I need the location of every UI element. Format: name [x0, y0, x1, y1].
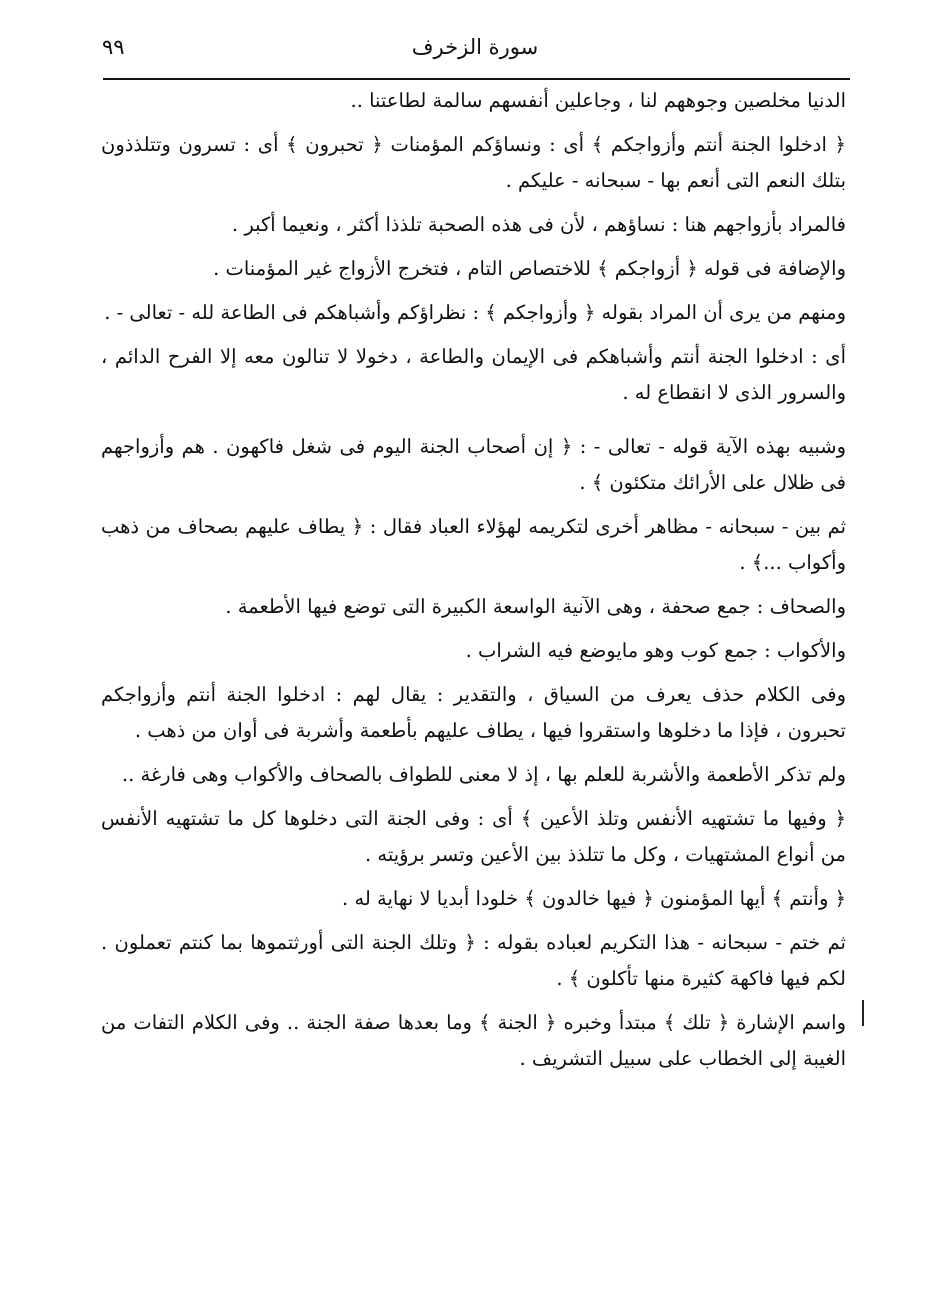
- paragraph: فالمراد بأزواجهم هنا : نساؤهم ، لأن فى هذه الصحبة تلذذا أكثر ، ونعيما أكبر .: [231, 213, 846, 236]
- paragraph: وشبيه بهذه الآية قوله - تعالى - : ﴿ إن أصحاب الجنة اليوم فى شغل فاكهون . هم وأزواجهم فى ظلال على الأرائك متكئون ﴾ .: [101, 435, 846, 494]
- paragraph: والأكواب : جمع كوب وهو مايوضع فيه الشراب .: [465, 639, 846, 662]
- margin-mark: [862, 1000, 864, 1026]
- surah-title: سورة الزخرف: [411, 35, 539, 59]
- paragraph: ﴿ وفيها ما تشتهيه الأنفس وتلذ الأعين ﴾ أى : وفى الجنة التى دخلوها كل ما تشتهيه الأنفس من أنواع المشتهيات ، وكل ما تتلذذ بين الأعين وتسر برؤيته .: [101, 807, 846, 866]
- paragraph: الدنيا مخلصين وجوههم لنا ، وجاعلين أنفسهم سالمة لطاعتنا ..: [350, 89, 846, 112]
- paragraph: واسم الإشارة ﴿ تلك ﴾ مبتدأ وخبره ﴿ الجنة ﴾ وما بعدها صفة الجنة .. وفى الكلام التفات من الغيبة إلى الخطاب على سبيل التشريف .: [101, 1011, 846, 1070]
- page-header: [100, 26, 850, 76]
- paragraph: ﴿ وأنتم ﴾ أيها المؤمنون ﴿ فيها خالدون ﴾ خلودا أبديا لا نهاية له .: [342, 887, 846, 910]
- page-number: ٩٩: [102, 35, 125, 59]
- paragraph: والصحاف : جمع صحفة ، وهى الآنية الواسعة الكبيرة التى توضع فيها الأطعمة .: [225, 595, 846, 618]
- paragraph: ﴿ ادخلوا الجنة أنتم وأزواجكم ﴾ أى : ونساؤكم المؤمنات ﴿ تحبرون ﴾ أى : تسرون وتتلذذون بتلك النعم التى أنعم بها - سبحانه - عليكم .: [101, 133, 846, 192]
- paragraph: ولم تذكر الأطعمة والأشربة للعلم بها ، إذ لا معنى للطواف بالصحاف والأكواب وهى فارغة ..: [121, 763, 846, 786]
- paragraph: وفى الكلام حذف يعرف من السياق ، والتقدير : يقال لهم : ادخلوا الجنة أنتم وأزواجكم تحبرون ، فإذا ما دخلوها واستقروا فيها ، يطاف عليهم بأطعمة وأشربة فى أوان من ذهب .: [101, 683, 846, 742]
- paragraph: والإضافة فى قوله ﴿ أزواجكم ﴾ للاختصاص التام ، فتخرج الأزواج غير المؤمنات .: [213, 257, 846, 280]
- paragraph: ثم ختم - سبحانه - هذا التكريم لعباده بقوله : ﴿ وتلك الجنة التى أورثتموها بما كنتم تعملون . لكم فيها فاكهة كثيرة منها تأكلون ﴾ .: [101, 931, 846, 990]
- body-text: [101, 83, 846, 1085]
- paragraph: أى : ادخلوا الجنة أنتم وأشباهكم فى الإيمان والطاعة ، دخولا لا تنالون معه إلا الفرح الدائم ، والسرور الذى لا انقطاع له .: [101, 345, 846, 404]
- paragraph: ومنهم من يرى أن المراد بقوله ﴿ وأزواجكم ﴾ : نظراؤكم وأشباهكم فى الطاعة لله - تعالى - .: [104, 301, 846, 324]
- paragraph: ثم بين - سبحانه - مظاهر أخرى لتكريمه لهؤلاء العباد فقال : ﴿ يطاف عليهم بصحاف من ذهب وأكواب ...﴾ .: [101, 515, 846, 574]
- header-rule: [103, 78, 850, 80]
